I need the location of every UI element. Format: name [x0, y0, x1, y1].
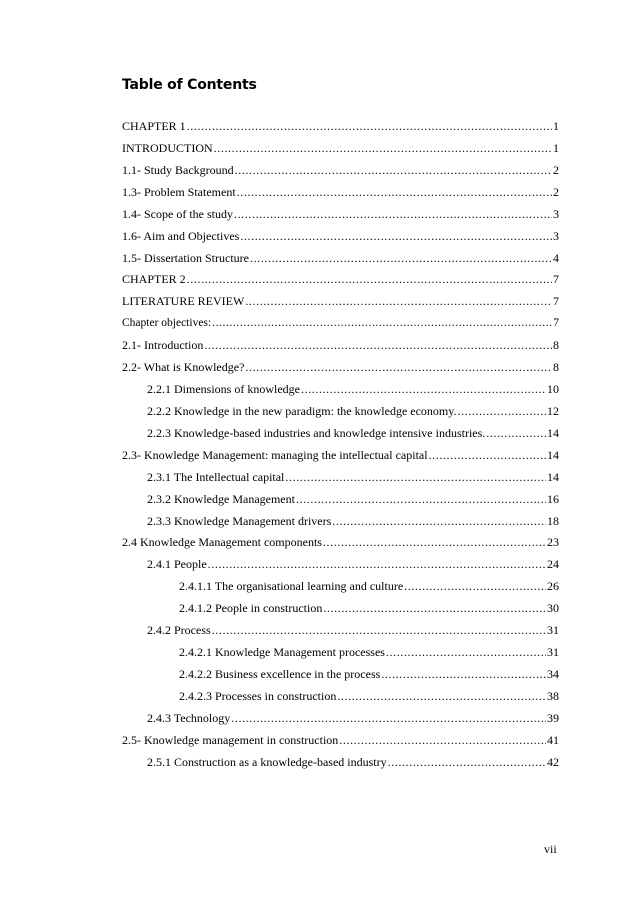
toc-entry-leader: [323, 601, 546, 615]
toc-entry-leader: [404, 579, 546, 593]
toc-entry-leader: [212, 316, 552, 330]
toc-entry[interactable]: [122, 227, 559, 243]
toc-entry-title: 2.2.2 Knowledge in the new paradigm: the knowledge economy.: [147, 403, 457, 418]
toc-entry[interactable]: [147, 512, 559, 528]
toc-entry[interactable]: [122, 533, 559, 549]
toc-entry-title: 2.4.2.2 Business excellence in the process: [179, 667, 381, 681]
toc-entry-leader: [187, 272, 552, 286]
page-number: vii: [544, 842, 557, 856]
toc-entry-leader: [187, 119, 552, 133]
toc-entry-leader: [429, 448, 546, 462]
toc-entry[interactable]: [147, 468, 559, 484]
toc-entry-title: LITERATURE REVIEW: [122, 294, 245, 309]
toc-entry[interactable]: [147, 402, 559, 418]
toc-entry-page: 1: [553, 119, 559, 133]
toc-entry-page: 31: [547, 623, 559, 638]
toc-entry-title: 1.4- Scope of the study: [122, 206, 233, 221]
toc-entry-leader: [245, 360, 552, 374]
toc-entry-page: 24: [547, 557, 559, 572]
toc-entry[interactable]: [179, 665, 559, 681]
toc-entry[interactable]: [179, 687, 559, 703]
toc-entry[interactable]: [147, 555, 559, 571]
toc-entry-title: 2.2.1 Dimensions of knowledge: [147, 382, 300, 397]
toc-entry-page: 18: [547, 513, 559, 528]
toc-entry-title: 2.4.1 People: [147, 557, 207, 572]
toc-entry[interactable]: [122, 161, 559, 177]
toc-entry-page: 14: [547, 447, 559, 462]
toc-entry[interactable]: [147, 424, 559, 440]
toc-entry-title: 2.4.2 Process: [147, 623, 211, 638]
toc-entry-page: 7: [553, 317, 559, 330]
toc-entry-page: 31: [547, 645, 559, 660]
toc-entry-page: 7: [553, 272, 559, 287]
toc-entry-page: 23: [547, 535, 559, 550]
toc-entry-leader: [388, 755, 546, 769]
toc-entry[interactable]: [122, 731, 559, 747]
toc-entry-title: 2.4.3 Technology: [147, 710, 231, 725]
toc-entry[interactable]: [122, 117, 559, 133]
toc-entry-page: 34: [547, 667, 559, 681]
toc-entry-title: 1.1- Study Background: [122, 162, 234, 177]
toc-entry[interactable]: [179, 577, 559, 593]
toc-entry-page: 2: [553, 184, 559, 199]
toc-entry[interactable]: [122, 139, 559, 155]
toc-entry-leader: [381, 667, 546, 681]
toc-entry-page: 8: [553, 338, 559, 353]
toc-entry-leader: [332, 514, 546, 528]
toc-entry-title: 2.4.1.1 The organisational learning and culture: [179, 579, 404, 594]
toc-entry-leader: [208, 557, 546, 571]
toc-entry[interactable]: [122, 183, 559, 199]
toc-entry-title: 2.4.2.3 Processes in construction: [179, 688, 337, 703]
toc-entry-title: 1.3- Problem Statement: [122, 184, 236, 199]
toc-entry[interactable]: [122, 292, 559, 308]
toc-entry[interactable]: [122, 270, 559, 286]
toc-entry[interactable]: [147, 490, 559, 506]
toc-entry[interactable]: [147, 380, 559, 396]
toc-entry-leader: [486, 426, 546, 440]
toc-entry-page: 16: [547, 491, 559, 506]
toc-entry-leader: [457, 404, 546, 418]
toc-entry-page: 10: [547, 382, 559, 397]
toc-entry[interactable]: [122, 358, 559, 374]
toc-entry-title: 2.2.3 Knowledge-based industries and knowledge intensive industries.: [147, 425, 486, 440]
toc-entry[interactable]: [147, 753, 559, 769]
toc-entry-page: 7: [553, 294, 559, 309]
toc-entry-page: 3: [553, 228, 559, 243]
toc-entry-leader: [323, 535, 546, 549]
toc-entry-title: 2.4 Knowledge Management components: [122, 535, 322, 550]
toc-entry-title: Chapter objectives:: [122, 317, 212, 330]
toc-entry[interactable]: [147, 709, 559, 725]
toc-entry-page: 4: [553, 250, 559, 265]
toc-entry-leader: [245, 294, 552, 308]
toc-entry-page: 3: [553, 206, 559, 221]
toc-entry-leader: [285, 470, 546, 484]
toc-entry-title: 1.6- Aim and Objectives: [122, 228, 240, 243]
toc-entry-title: CHAPTER 2: [122, 272, 186, 287]
toc-title: Table of Contents: [122, 77, 257, 93]
toc-entry-page: 8: [553, 360, 559, 375]
toc-entry[interactable]: [122, 205, 559, 221]
toc-entry[interactable]: [122, 336, 559, 352]
toc-entry-title: 2.3.1 The Intellectual capital: [147, 469, 285, 484]
toc-entry-page: 30: [547, 601, 559, 616]
toc-entry-title: INTRODUCTION: [122, 140, 213, 155]
toc-entry-page: 39: [547, 710, 559, 725]
toc-entry-page: 14: [547, 425, 559, 440]
toc-entry-page: 14: [547, 469, 559, 484]
toc-entry[interactable]: [179, 643, 559, 659]
toc-entry-leader: [204, 338, 552, 352]
toc-entry-leader: [237, 185, 552, 199]
toc-entry-leader: [235, 163, 552, 177]
toc-entry-leader: [386, 645, 546, 659]
toc-entry-page: 12: [547, 403, 559, 418]
toc-entry[interactable]: [147, 621, 559, 637]
toc-entry-page: 1: [553, 140, 559, 155]
toc-entry-leader: [234, 207, 552, 221]
toc-entry-leader: [212, 623, 546, 637]
toc-entry-page: 41: [547, 732, 559, 747]
toc-entry-title: 2.4.1.2 People in construction: [179, 601, 323, 616]
toc-entry[interactable]: [122, 446, 559, 462]
toc-entry-title: 2.2- What is Knowledge?: [122, 360, 245, 375]
toc-entry[interactable]: [122, 249, 559, 265]
toc-entry-title: 1.5- Dissertation Structure: [122, 250, 249, 265]
toc-entry-title: 2.1- Introduction: [122, 338, 204, 353]
toc-entry[interactable]: [179, 599, 559, 615]
toc-entry-title: 2.3- Knowledge Management: managing the intellectual capital: [122, 447, 428, 462]
toc-entry-leader: [231, 711, 546, 725]
toc-entry[interactable]: [122, 314, 559, 330]
toc-entry-title: CHAPTER 1: [122, 119, 186, 133]
toc-entry-leader: [296, 492, 546, 506]
toc-entry-leader: [337, 689, 546, 703]
toc-entry-leader: [240, 229, 552, 243]
toc-entry-leader: [250, 251, 552, 265]
toc-entry-leader: [339, 733, 546, 747]
toc-entry-title: 2.3.3 Knowledge Management drivers: [147, 513, 332, 528]
toc-entry-title: 2.3.2 Knowledge Management: [147, 491, 295, 506]
toc-entry-title: 2.5- Knowledge management in construction: [122, 732, 339, 747]
toc-entry-page: 42: [547, 754, 559, 769]
toc-entry-leader: [214, 141, 552, 155]
toc-entry-page: 26: [547, 579, 559, 594]
toc-entry-page: 38: [547, 688, 559, 703]
toc-entry-leader: [301, 382, 546, 396]
toc-entry-page: 2: [553, 162, 559, 177]
toc-entry-title: 2.5.1 Construction as a knowledge-based industry: [147, 754, 387, 769]
toc-entry-title: 2.4.2.1 Knowledge Management processes: [179, 645, 385, 660]
